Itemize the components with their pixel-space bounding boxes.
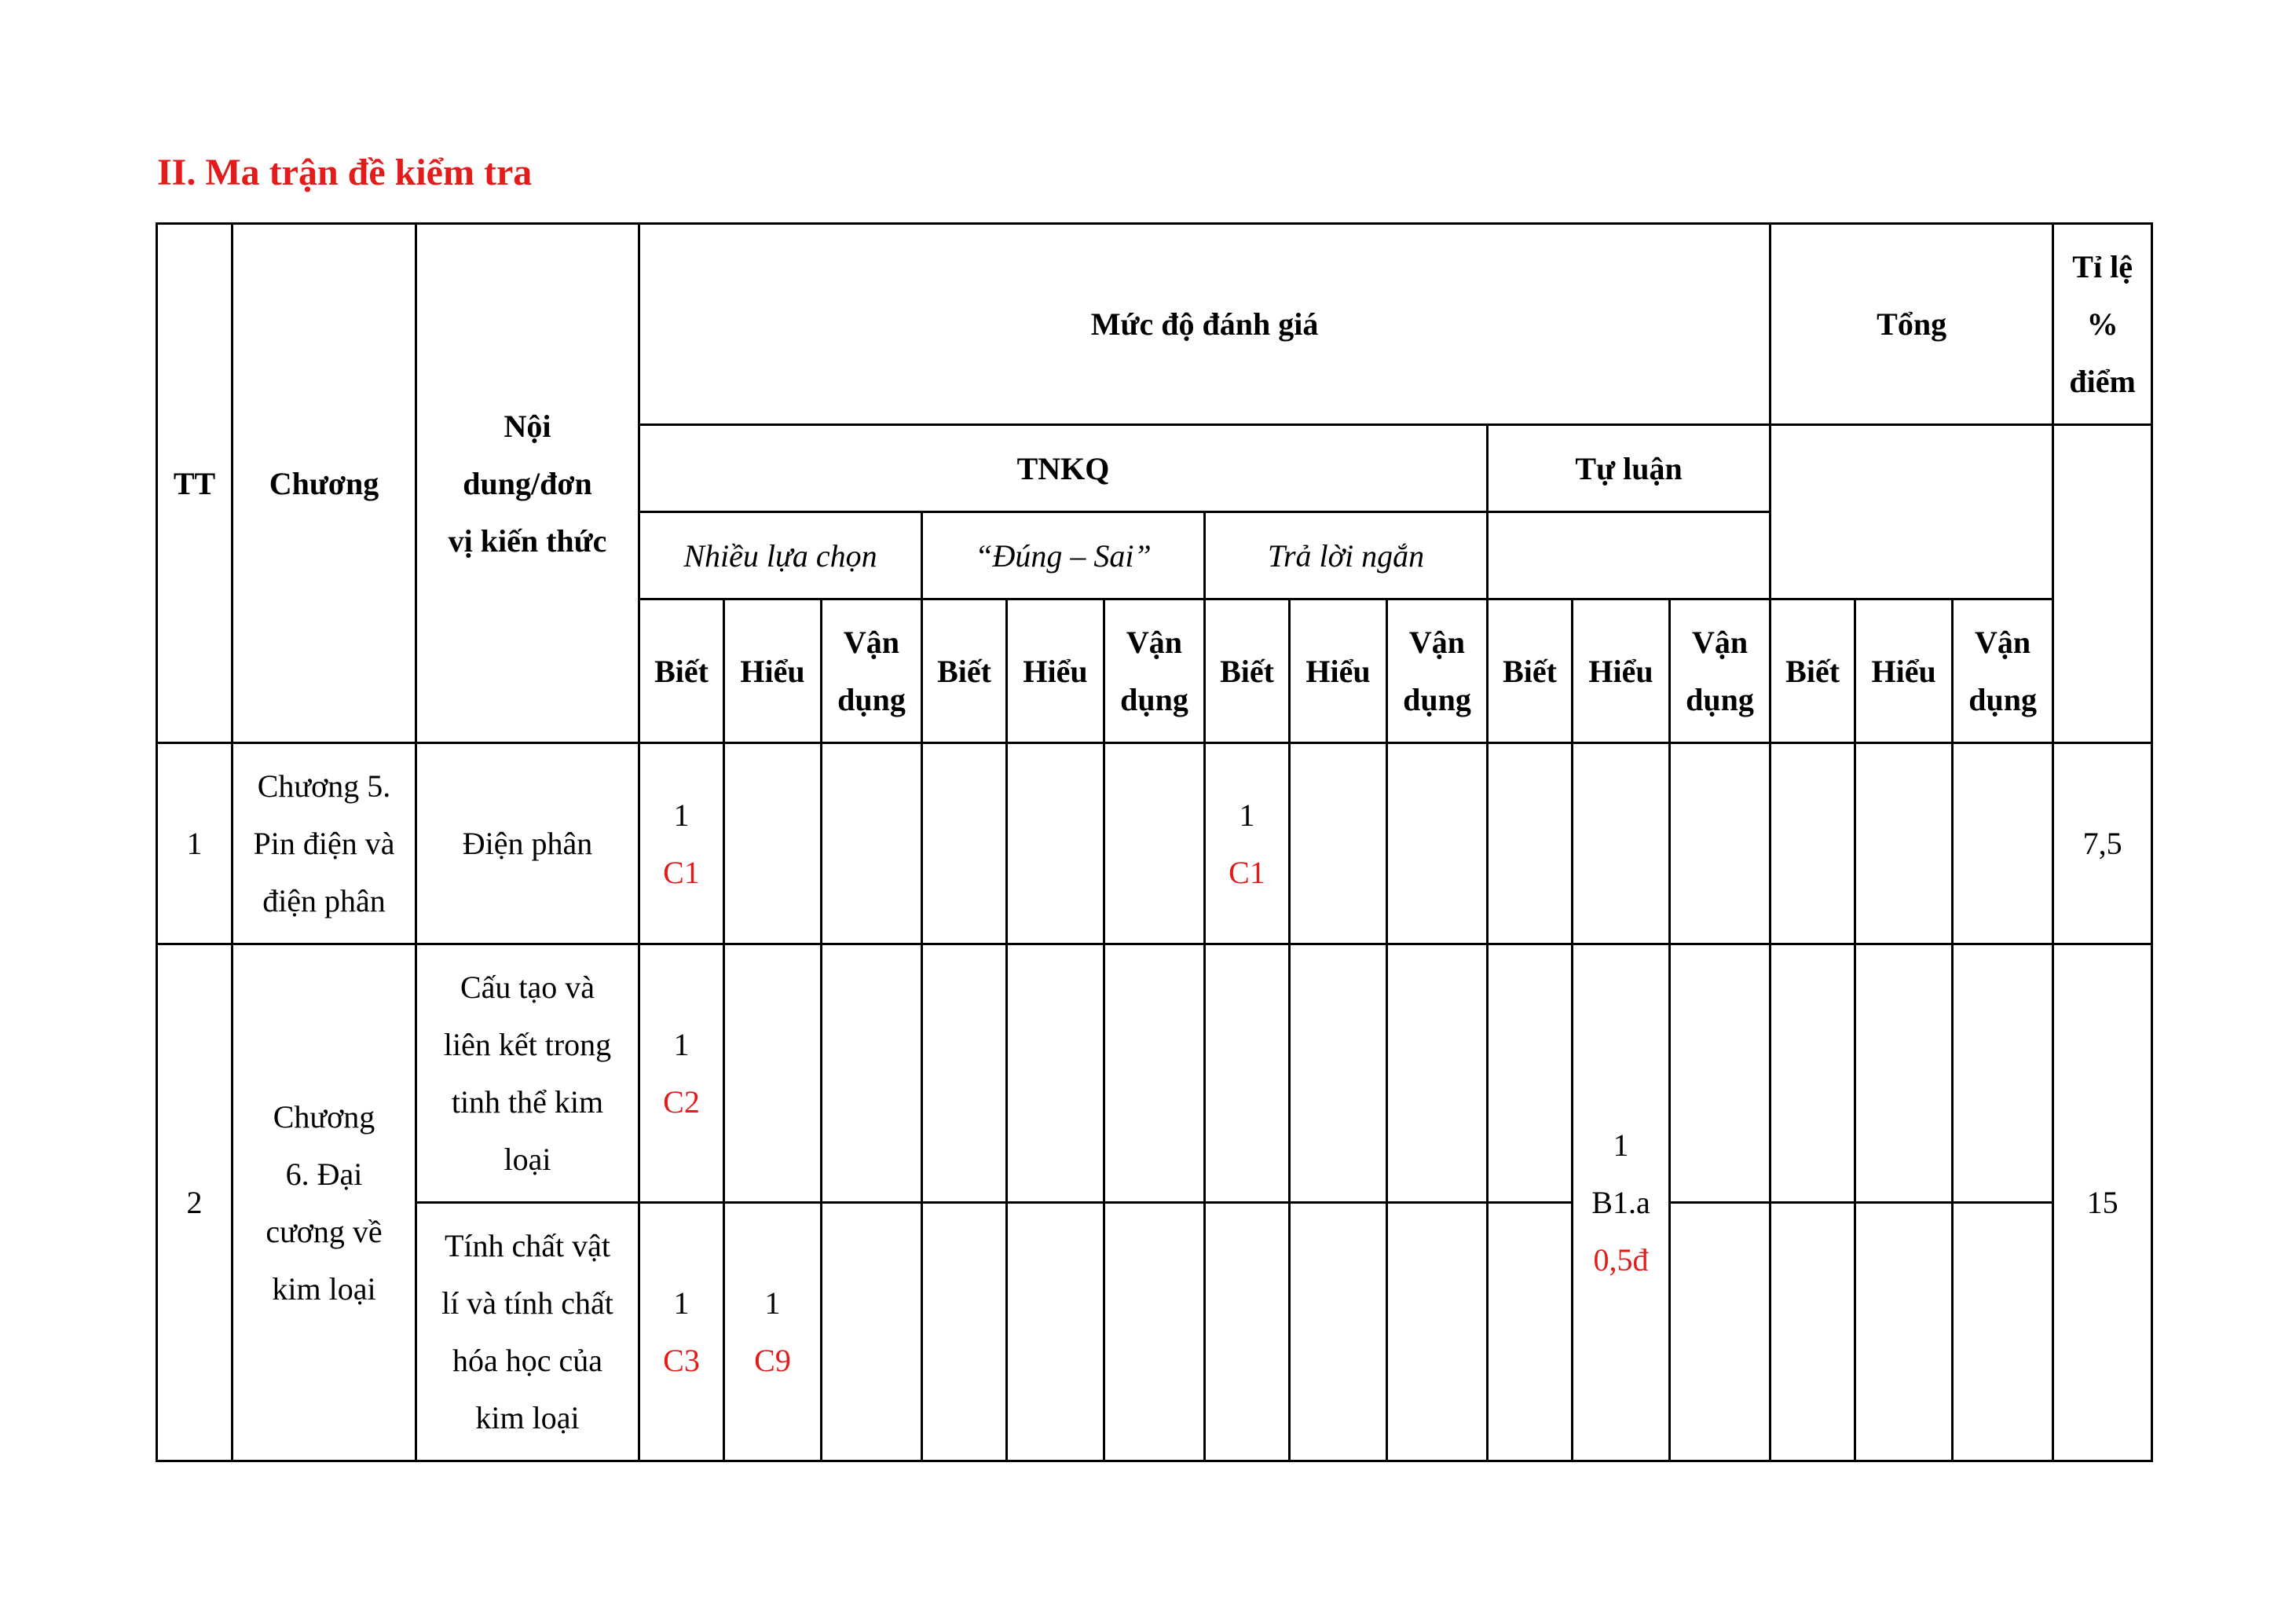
header-hieu: Hiểu [724,599,822,743]
cell-empty [922,1203,1007,1461]
header-tong-empty [1771,425,2053,599]
header-tu-luan: Tự luận [1488,425,1771,512]
header-van-dung-line: Vận [1126,625,1183,660]
cell-empty [1290,1203,1387,1461]
header-van-dung-line: Vận [843,625,900,660]
row-noi-dung-line: Tính chất vật [444,1228,611,1263]
header-van-dung-line: dụng [1968,682,2037,717]
cell-empty [1573,743,1670,944]
cell-nlc-biet [639,743,724,944]
table-row [157,743,2152,944]
header-biet: Biết [1488,599,1573,743]
cell-tl-hieu [1573,944,1670,1461]
header-ti-le [2053,224,2152,425]
cell-empty [724,944,822,1203]
table-row [157,944,2152,1203]
header-hieu: Hiểu [1573,599,1670,743]
header-van-dung-line: dụng [837,682,906,717]
header-noi-dung-line: dung/đơn [463,465,592,501]
row-chuong [233,743,416,944]
header-noi-dung-line: vị kiến thức [448,522,607,559]
row-noi-dung-line: Điện phân [462,826,593,861]
header-nhieu-lua-chon: Nhiều lựa chọn [639,512,922,599]
header-van-dung [1953,599,2053,743]
cell-empty [1387,944,1488,1203]
cell-empty [1104,743,1205,944]
cell-empty [1007,1203,1104,1461]
row-noi-dung-line: kim loại [475,1400,580,1435]
cell-nlc-hieu [724,1203,822,1461]
row-tt: 2 [157,944,233,1461]
cell-empty [1104,1203,1205,1461]
cell-empty [1488,1203,1573,1461]
cell-empty [1953,944,2053,1203]
header-van-dung [1670,599,1771,743]
cell-question-code: C9 [754,1343,791,1378]
section-title: II. Ma trận đề kiểm tra [157,152,533,193]
cell-empty [1205,944,1290,1203]
cell-question-code: C1 [663,854,700,890]
header-biet: Biết [1205,599,1290,743]
row-noi-dung-line: Cấu tạo và [460,970,595,1005]
cell-empty [1953,1203,2053,1461]
cell-empty [822,944,922,1203]
header-hieu: Hiểu [1855,599,1953,743]
cell-empty [822,1203,922,1461]
row-chuong-line: điện phân [262,883,386,918]
cell-count: 1 [673,1285,690,1321]
cell-empty [1855,944,1953,1203]
header-tong: Tổng [1771,224,2053,425]
cell-empty [1488,743,1573,944]
header-van-dung-line: Vận [1691,625,1749,660]
row-chuong-line: Chương 5. [257,768,391,804]
cell-count: 1 [673,1027,690,1062]
cell-empty [1771,743,1855,944]
row-noi-dung [416,944,639,1203]
cell-empty [922,743,1007,944]
cell-empty [1855,743,1953,944]
row-noi-dung [416,1203,639,1461]
cell-question-code: B1.a [1591,1185,1650,1220]
cell-question-code: C1 [1229,854,1265,890]
cell-empty [1670,743,1771,944]
header-noi-dung-line: Nội [504,408,551,444]
cell-empty [1953,743,2053,944]
cell-empty [1670,944,1771,1203]
cell-empty [1387,1203,1488,1461]
cell-empty [1771,1203,1855,1461]
header-van-dung-line: Vận [1975,625,2031,660]
cell-empty [822,743,922,944]
header-van-dung [1387,599,1488,743]
header-ti-le-line: % [2086,306,2118,342]
header-biet: Biết [639,599,724,743]
row-noi-dung-line: lí và tính chất [441,1285,613,1321]
header-muc-do-danh-gia: Mức độ đánh giá [639,224,1771,425]
cell-empty [1007,944,1104,1203]
cell-empty [1007,743,1104,944]
row-noi-dung-line: loại [504,1142,551,1177]
row-noi-dung-line: hóa học của [452,1343,602,1378]
cell-nlc-biet [639,1203,724,1461]
row-tt: 1 [157,743,233,944]
cell-empty [724,743,822,944]
cell-points: 0,5đ [1593,1242,1649,1278]
cell-empty [1205,1203,1290,1461]
cell-count: 1 [1613,1127,1629,1163]
header-van-dung-line: dụng [1403,682,1471,717]
row-chuong-line: cương về [265,1213,383,1249]
cell-question-code: C3 [663,1343,700,1378]
cell-tln-biet [1205,743,1290,944]
cell-empty [1387,743,1488,944]
header-biet: Biết [922,599,1007,743]
header-biet: Biết [1771,599,1855,743]
header-tnkq: TNKQ [639,425,1488,512]
header-van-dung-line: Vận [1408,625,1466,660]
header-hieu: Hiểu [1007,599,1104,743]
cell-empty [1670,1203,1771,1461]
row-ti-le: 15 [2053,944,2152,1461]
cell-empty [1855,1203,1953,1461]
header-hieu: Hiểu [1290,599,1387,743]
row-ti-le: 7,5 [2053,743,2152,944]
header-tt: TT [157,224,233,743]
header-van-dung [822,599,922,743]
header-tu-luan-empty [1488,512,1771,599]
row-chuong-line: kim loại [272,1270,376,1307]
cell-empty [1290,743,1387,944]
row-chuong [233,944,416,1461]
cell-empty [1290,944,1387,1203]
row-chuong-line: Chương [273,1098,375,1135]
cell-count: 1 [673,797,690,833]
cell-empty [922,944,1007,1203]
row-noi-dung-line: liên kết trong [443,1027,612,1062]
header-van-dung-line: dụng [1686,682,1754,717]
header-van-dung-line: dụng [1120,682,1188,717]
header-van-dung [1104,599,1205,743]
header-ti-le-empty [2053,425,2152,743]
header-tra-loi-ngan: Trả lời ngắn [1205,512,1488,599]
table-row [157,1203,2152,1461]
row-chuong-line: 6. Đại [285,1156,363,1192]
header-noi-dung [416,224,639,743]
cell-nlc-biet [639,944,724,1203]
header-dung-sai: “Đúng – Sai” [922,512,1205,599]
assessment-matrix-table [156,222,2153,1462]
cell-count: 1 [764,1285,781,1321]
cell-empty [1488,944,1573,1203]
cell-empty [1104,944,1205,1203]
header-chuong: Chương [233,224,416,743]
row-noi-dung-line: tinh thể kim [451,1084,604,1120]
cell-question-code: C2 [663,1084,700,1120]
row-noi-dung [416,743,639,944]
header-ti-le-line: điểm [2069,364,2136,399]
header-ti-le-line: Tỉ lệ [2072,249,2133,284]
cell-empty [1771,944,1855,1203]
row-chuong-line: Pin điện và [253,826,395,861]
cell-count: 1 [1239,797,1255,833]
